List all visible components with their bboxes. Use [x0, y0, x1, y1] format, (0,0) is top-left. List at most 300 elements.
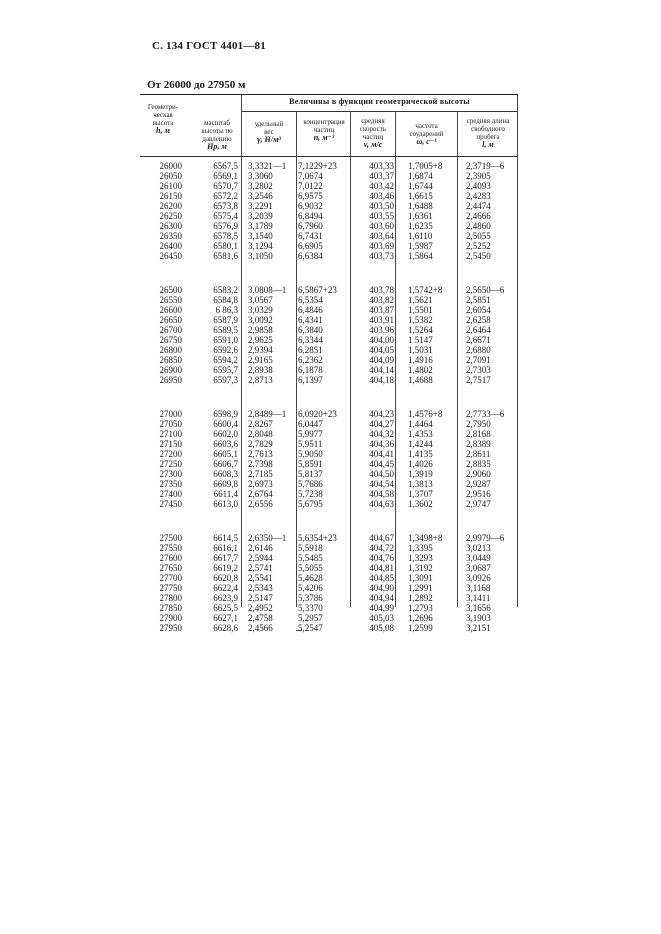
table-cell: 27050	[159, 419, 182, 429]
header-line: давлению	[202, 135, 232, 143]
table-cell: 7,0122	[298, 181, 323, 191]
table-cell: 27600	[159, 553, 182, 563]
table-cell: 26350	[159, 231, 182, 241]
table-cell: 1,4135	[408, 449, 433, 459]
table-cell: 2,3905	[466, 171, 491, 181]
header-line: высота	[152, 119, 174, 127]
table-top-rule	[140, 94, 518, 95]
table-cell: 6589,5	[213, 325, 238, 335]
header-mean-particle-speed	[351, 117, 395, 149]
table-cell: 3,0808—1	[248, 285, 287, 295]
group-spacer	[352, 509, 394, 533]
column-divider	[296, 111, 297, 607]
table-cell: 6 86,3	[215, 305, 238, 315]
page-mark	[296, 630, 302, 631]
table-cell: 6,0920+23	[298, 409, 337, 419]
table-cell: 6620,8	[213, 573, 238, 583]
table-cell: 1,3919	[408, 469, 433, 479]
table-cell: 26700	[159, 325, 182, 335]
group-spacer	[352, 385, 394, 409]
table-cell: 26450	[159, 251, 182, 261]
table-cell: 3,1903	[466, 613, 491, 623]
table-cell: 26000	[159, 161, 182, 171]
table-cell: 1,4464	[408, 419, 433, 429]
table-cell: 1,5501	[408, 305, 433, 315]
table-cell: 3,3321—1	[248, 161, 287, 171]
table-cell: 6616,1	[213, 543, 238, 553]
group-spacer	[408, 261, 456, 285]
table-cell: 404,32	[369, 429, 394, 439]
table-cell: 6,5354	[298, 295, 323, 305]
group-spacer	[188, 261, 238, 285]
table-cell: 6567,5	[213, 161, 238, 171]
table-cell: 26750	[159, 335, 182, 345]
table-cell: 5,4628	[298, 573, 323, 583]
table-cell: 6,2851	[298, 345, 323, 355]
table-cell: 27250	[159, 459, 182, 469]
table-cell: 1,5742+8	[408, 285, 443, 295]
table-cell: 2,5741	[248, 563, 273, 573]
table-cell: 404,00	[369, 335, 394, 345]
table-cell: 6,4341	[298, 315, 323, 325]
table-cell: 404,90	[369, 583, 394, 593]
table-cell: 27200	[159, 449, 182, 459]
page-header: С. 134 ГОСТ 4401—81	[152, 40, 266, 52]
table-cell: 2,5252	[466, 241, 491, 251]
table-cell: 403,46	[369, 191, 394, 201]
table-cell: 2,4666	[466, 211, 491, 221]
table-cell: 404,41	[369, 449, 394, 459]
table-cell: 6,3840	[298, 325, 323, 335]
group-spacer	[298, 509, 348, 533]
table-cell: 27850	[159, 603, 182, 613]
table-cell: 1,3192	[408, 563, 433, 573]
table-column-w	[248, 161, 296, 633]
table-cell: 6,2362	[298, 355, 323, 365]
table-cell: 6617,7	[213, 553, 238, 563]
header-line: Hp, м	[207, 142, 227, 151]
table-cell: 2,5450	[466, 251, 491, 261]
table-cell: 404,09	[369, 355, 394, 365]
table-cell: 7,0674	[298, 171, 323, 181]
group-spacer	[298, 261, 348, 285]
table-cell: 2,5541	[248, 573, 273, 583]
table-cell: 2,7733—6	[466, 409, 505, 419]
table-cell: 6,4846	[298, 305, 323, 315]
header-line: концентрация	[303, 118, 345, 126]
table-cell: 5,6354+23	[298, 533, 337, 543]
table-cell: 404,23	[369, 409, 394, 419]
table-cell: 5,9977	[298, 429, 323, 439]
table-cell: 2,6146	[248, 543, 273, 553]
table-cell: 2,9858	[248, 325, 273, 335]
table-cell: 2,9394	[248, 345, 273, 355]
range-title: От 26000 до 27950 м	[147, 79, 246, 91]
table-cell: 6584,8	[213, 295, 238, 305]
table-cell: 2,8168	[466, 429, 491, 439]
table-cell: 5,5485	[298, 553, 323, 563]
table-cell: 3,3060	[248, 171, 273, 181]
table-cell: 6575,4	[213, 211, 238, 221]
table-cell: 405,08	[369, 623, 394, 633]
table-cell: 7,1229+23	[298, 161, 337, 171]
table-cell: 2,4758	[248, 613, 273, 623]
table-cell: 2,6973	[248, 479, 273, 489]
table-cell: 403,78	[369, 285, 394, 295]
table-cell: 2,3719—6	[466, 161, 505, 171]
table-cell: 6,1397	[298, 375, 323, 385]
table-cell: 6,6905	[298, 241, 323, 251]
table-cell: 1,6615	[408, 191, 433, 201]
table-cell: 404,99	[369, 603, 394, 613]
table-cell: 2,7829	[248, 439, 273, 449]
table-cell: 1,4688	[408, 375, 433, 385]
table-cell: 1,3813	[408, 479, 433, 489]
table-cell: 26050	[159, 171, 182, 181]
table-cell: 404,50	[369, 469, 394, 479]
table-cell: 3,1411	[466, 593, 491, 603]
table-cell: 403,69	[369, 241, 394, 251]
table-cell: 3,2039	[248, 211, 273, 221]
table-cell: 27900	[159, 613, 182, 623]
table-cell: 2,4474	[466, 201, 491, 211]
table-cell: 1,5987	[408, 241, 433, 251]
table-cell: 26550	[159, 295, 182, 305]
table-cell: 26100	[159, 181, 182, 191]
table-column-hp	[188, 161, 238, 633]
table-cell: 3,1656	[466, 603, 491, 613]
table-cell: 2,8267	[248, 419, 273, 429]
table-cell: 403,96	[369, 325, 394, 335]
table-cell: 6,5867+23	[298, 285, 337, 295]
table-column-n	[298, 161, 348, 633]
table-cell: 27500	[159, 533, 182, 543]
table-cell: 1,5621	[408, 295, 433, 305]
table-cell: 3,1789	[248, 221, 273, 231]
table-cell: 2,8938	[248, 365, 273, 375]
table-cell: 6623,9	[213, 593, 238, 603]
table-cell: 26900	[159, 365, 182, 375]
table-cell: 404,81	[369, 563, 394, 573]
table-cell: 6600,4	[213, 419, 238, 429]
table-cell: 6592,6	[213, 345, 238, 355]
table-cell: 26400	[159, 241, 182, 251]
table-cell: 2,7091	[466, 355, 491, 365]
table-cell: 1 5147	[408, 335, 433, 345]
table-cell: 27550	[159, 543, 182, 553]
header-line: v, м/с	[363, 140, 383, 149]
table-cell: 27000	[159, 409, 182, 419]
table-cell: 6619,2	[213, 563, 238, 573]
table-cell: 404,27	[369, 419, 394, 429]
table-cell: 2,4952	[248, 603, 273, 613]
table-cell: 6622,4	[213, 583, 238, 593]
table-cell: 6594,2	[213, 355, 238, 365]
header-line: частота	[415, 122, 438, 130]
header-line: средняя	[361, 117, 385, 125]
table-cell: 403,33	[369, 161, 394, 171]
table-cell: 6587,9	[213, 315, 238, 325]
table-cell: 1,4576+8	[408, 409, 443, 419]
table-cell: 404,14	[369, 365, 394, 375]
group-title-rule	[241, 111, 518, 112]
table-cell: 5,2957	[298, 613, 323, 623]
table-cell: 2,6880	[466, 345, 491, 355]
table-cell: 5,9511	[298, 439, 323, 449]
table-cell: 27650	[159, 563, 182, 573]
header-line: масштаб	[204, 119, 230, 127]
table-cell: 403,42	[369, 181, 394, 191]
table-cell: 1,3498+8	[408, 533, 443, 543]
table-cell: 2,6764	[248, 489, 273, 499]
column-divider	[457, 111, 458, 607]
table-cell: 26300	[159, 221, 182, 231]
table-cell: 404,85	[369, 573, 394, 583]
group-spacer	[298, 385, 348, 409]
table-cell: 6572,2	[213, 191, 238, 201]
table-cell: 404,58	[369, 489, 394, 499]
header-line: ческая	[153, 111, 173, 119]
table-cell: 2,7950	[466, 419, 491, 429]
header-line: скорость	[359, 125, 387, 133]
table-cell: 1,6110	[408, 231, 433, 241]
column-divider	[241, 94, 242, 607]
table-cell: 1,6874	[408, 171, 433, 181]
table-column-l	[466, 161, 516, 633]
table-cell: 2,8048	[248, 429, 273, 439]
table-cell: 1,2696	[408, 613, 433, 623]
table-cell: 404,67	[369, 533, 394, 543]
table-cell: 6,7431	[298, 231, 323, 241]
table-cell: 26250	[159, 211, 182, 221]
table-cell: 5,7686	[298, 479, 323, 489]
group-spacer	[188, 509, 238, 533]
table-cell: 3,2802	[248, 181, 273, 191]
table-cell: 5,5918	[298, 543, 323, 553]
table-cell: 3,0213	[466, 543, 491, 553]
table-cell: 3,0092	[248, 315, 273, 325]
table-cell: 6,9575	[298, 191, 323, 201]
group-spacer	[146, 509, 182, 533]
header-line: вес	[264, 128, 274, 136]
table-cell: 1,6744	[408, 181, 433, 191]
table-cell: 2,5650—6	[466, 285, 505, 295]
table-cell: 26850	[159, 355, 182, 365]
table-cell: 2,9165	[248, 355, 273, 365]
table-cell: 404,94	[369, 593, 394, 603]
table-cell: 1,6361	[408, 211, 433, 221]
table-cell: 2,4093	[466, 181, 491, 191]
table-cell: 2,5055	[466, 231, 491, 241]
group-spacer	[352, 261, 394, 285]
table-cell: 6570,7	[213, 181, 238, 191]
table-cell: 2,8713	[248, 375, 273, 385]
table-cell: 6598,9	[213, 409, 238, 419]
table-cell: 403,60	[369, 221, 394, 231]
table-cell: 5,8591	[298, 459, 323, 469]
group-spacer	[248, 509, 296, 533]
table-cell: 6,0447	[298, 419, 323, 429]
table-cell: 6603,6	[213, 439, 238, 449]
table-cell: 27350	[159, 479, 182, 489]
column-divider	[395, 111, 396, 607]
table-cell: 1,4026	[408, 459, 433, 469]
table-cell: 6,1878	[298, 365, 323, 375]
table-cell: 1,2793	[408, 603, 433, 613]
table-cell: 6606,7	[213, 459, 238, 469]
header-line: n, м⁻³	[313, 133, 335, 142]
header-mean-free-path	[458, 117, 518, 149]
header-line: удельный	[254, 120, 284, 128]
table-cell: 2,9747	[466, 499, 491, 509]
table-cell: 6602,0	[213, 429, 238, 439]
table-cell: 26650	[159, 315, 182, 325]
table-cell: 403,64	[369, 231, 394, 241]
table-cell: 1,3707	[408, 489, 433, 499]
table-cell: 6576,9	[213, 221, 238, 231]
table-group-title: Величины в функции геометрической высоты	[289, 97, 470, 106]
table-cell: 3,1540	[248, 231, 273, 241]
group-spacer	[248, 385, 296, 409]
table-cell: 5,4206	[298, 583, 323, 593]
table-cell: 3,1294	[248, 241, 273, 251]
table-cell: 26950	[159, 375, 182, 385]
table-cell: 1,4244	[408, 439, 433, 449]
table-cell: 1,7005+8	[408, 161, 443, 171]
group-spacer	[466, 509, 516, 533]
header-bottom-rule	[140, 156, 518, 157]
table-cell: 6573,8	[213, 201, 238, 211]
table-cell: 6,8494	[298, 211, 323, 221]
table-cell: 27950	[159, 623, 182, 633]
table-cell: 5,3786	[298, 593, 323, 603]
table-cell: 5,3370	[298, 603, 323, 613]
table-cell: 403,73	[369, 251, 394, 261]
table-cell: 5,7238	[298, 489, 323, 499]
table-cell: 1,6488	[408, 201, 433, 211]
table-cell: 404,05	[369, 345, 394, 355]
header-line: высоты по	[201, 127, 233, 135]
table-cell: 404,76	[369, 553, 394, 563]
table-cell: 1,2991	[408, 583, 433, 593]
table-cell: 3,0329	[248, 305, 273, 315]
table-cell: 404,18	[369, 375, 394, 385]
table-cell: 404,63	[369, 499, 394, 509]
column-divider	[350, 111, 351, 607]
table-cell: 1,5864	[408, 251, 433, 261]
table-cell: 1,6235	[408, 221, 433, 231]
table-cell: 5,5055	[298, 563, 323, 573]
header-pressure-scale-height	[192, 119, 242, 151]
table-cell: 404,36	[369, 439, 394, 449]
column-divider	[517, 94, 518, 607]
table-cell: 1,3293	[408, 553, 433, 563]
table-cell: 3,0567	[248, 295, 273, 305]
table-cell: 6569,1	[213, 171, 238, 181]
header-line: ω, с⁻¹	[416, 137, 437, 146]
group-spacer	[408, 509, 456, 533]
table-cell: 3,2291	[248, 201, 273, 211]
table-cell: 27450	[159, 499, 182, 509]
table-cell: 6591,0	[213, 335, 238, 345]
table-cell: 1,5382	[408, 315, 433, 325]
table-cell: 6,9032	[298, 201, 323, 211]
table-cell: 1,4353	[408, 429, 433, 439]
table-cell: 3,2151	[466, 623, 491, 633]
table-cell: 2,5944	[248, 553, 273, 563]
table-cell: 26800	[159, 345, 182, 355]
table-cell: 27750	[159, 583, 182, 593]
table-cell: 6583,2	[213, 285, 238, 295]
table-cell: 27100	[159, 429, 182, 439]
table-cell: 6,7960	[298, 221, 323, 231]
table-column-om	[408, 161, 456, 633]
table-cell: 26500	[159, 285, 182, 295]
table-cell: 6,3344	[298, 335, 323, 345]
table-cell: 6613,0	[213, 499, 238, 509]
header-line: h, м	[156, 126, 170, 135]
table-cell: 403,55	[369, 211, 394, 221]
header-particle-concentration	[295, 118, 353, 142]
table-cell: 3,1050	[248, 251, 273, 261]
table-cell: 404,54	[369, 479, 394, 489]
table-cell: 2,4860	[466, 221, 491, 231]
group-spacer	[466, 385, 516, 409]
table-cell: 2,7303	[466, 365, 491, 375]
table-cell: 5,6795	[298, 499, 323, 509]
table-cell: 27800	[159, 593, 182, 603]
table-cell: 6608,3	[213, 469, 238, 479]
table-cell: 2,7517	[466, 375, 491, 385]
table-cell: 1,3602	[408, 499, 433, 509]
table-cell: 2,6258	[466, 315, 491, 325]
table-cell: 404,45	[369, 459, 394, 469]
table-cell: 2,6054	[466, 305, 491, 315]
table-cell: 404,72	[369, 543, 394, 553]
table-cell: 1,2599	[408, 623, 433, 633]
table-cell: 2,7398	[248, 459, 273, 469]
header-line: пробега	[476, 133, 500, 141]
header-line: соударений	[409, 130, 444, 138]
table-cell: 26150	[159, 191, 182, 201]
table-cell: 6614,5	[213, 533, 238, 543]
table-cell: 27150	[159, 439, 182, 449]
table-cell: 1,5264	[408, 325, 433, 335]
table-cell: 403,82	[369, 295, 394, 305]
table-cell: 2,8611	[466, 449, 491, 459]
table-cell: 1,4802	[408, 365, 433, 375]
table-cell: 3,2546	[248, 191, 273, 201]
header-line: l, м	[482, 140, 494, 149]
table-cell: 3,1168	[466, 583, 491, 593]
table-cell: 27400	[159, 489, 182, 499]
table-column-h	[146, 161, 182, 633]
header-geometric-height	[140, 103, 186, 135]
table-cell: 26600	[159, 305, 182, 315]
table-cell: 2,6671	[466, 335, 491, 345]
table-cell: 2,8489—1	[248, 409, 287, 419]
table-cell: 2,6350—1	[248, 533, 287, 543]
group-spacer	[188, 385, 238, 409]
table-cell: 403,50	[369, 201, 394, 211]
table-cell: 6581,6	[213, 251, 238, 261]
table-cell: 6611,4	[213, 489, 238, 499]
table-cell: 403,91	[369, 315, 394, 325]
group-spacer	[408, 385, 456, 409]
table-cell: 1,3395	[408, 543, 433, 553]
table-cell: 6,6384	[298, 251, 323, 261]
table-cell: 405,03	[369, 613, 394, 623]
